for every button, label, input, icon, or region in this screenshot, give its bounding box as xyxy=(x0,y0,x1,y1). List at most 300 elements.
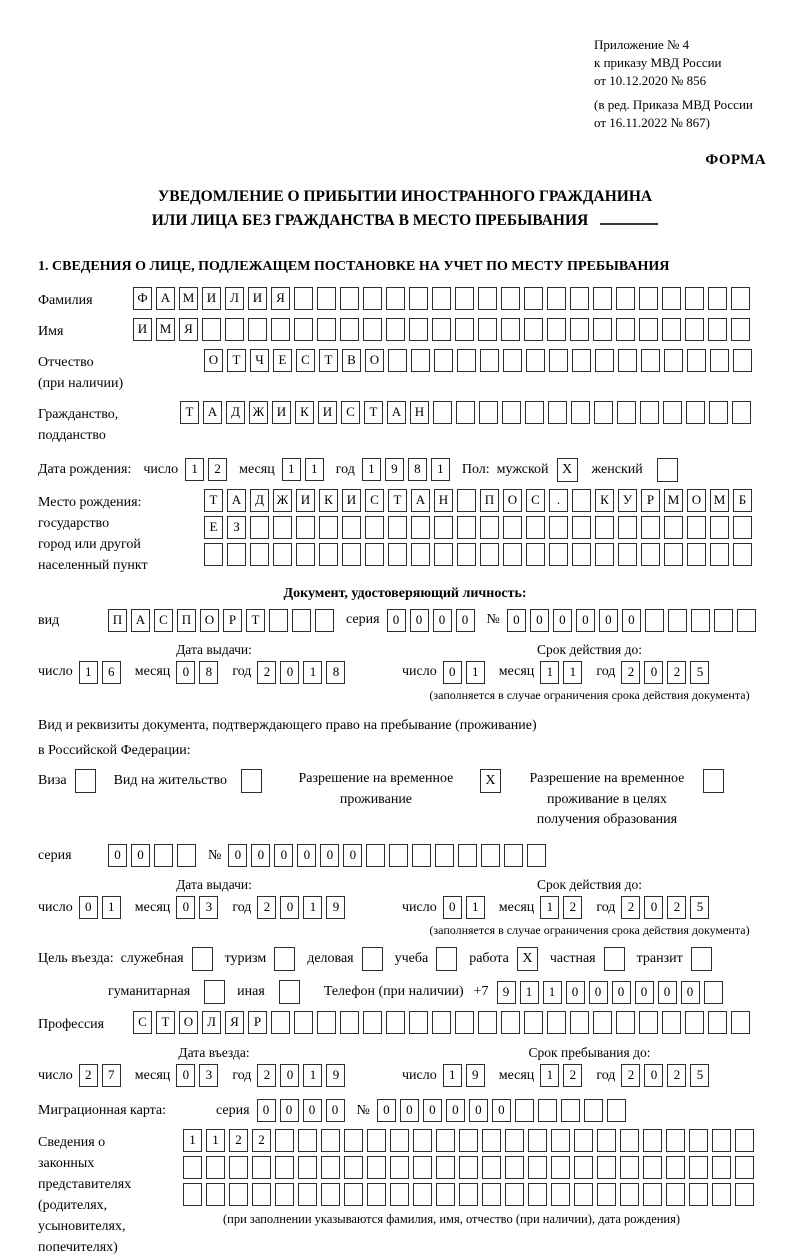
char-cell[interactable]: Я xyxy=(225,1011,244,1034)
char-cell[interactable]: 0 xyxy=(176,896,195,919)
char-cell[interactable]: А xyxy=(387,401,406,424)
char-cell[interactable]: 1 xyxy=(543,981,562,1004)
char-cell[interactable] xyxy=(572,489,591,512)
char-cell[interactable] xyxy=(344,1129,363,1152)
char-cell[interactable] xyxy=(271,1011,290,1034)
char-cell[interactable] xyxy=(206,1183,225,1206)
char-cell[interactable] xyxy=(687,543,706,566)
char-cell[interactable] xyxy=(737,609,756,632)
char-cell[interactable] xyxy=(388,516,407,539)
char-cell[interactable] xyxy=(714,609,733,632)
char-cell[interactable]: 0 xyxy=(446,1099,465,1122)
char-cell[interactable] xyxy=(434,543,453,566)
char-cell[interactable] xyxy=(344,1156,363,1179)
purpose-work-checkbox[interactable]: X xyxy=(517,947,538,971)
char-cell[interactable]: 1 xyxy=(431,458,450,481)
char-cell[interactable]: 0 xyxy=(443,661,462,684)
char-cell[interactable] xyxy=(229,1156,248,1179)
char-cell[interactable]: 0 xyxy=(443,896,462,919)
char-cell[interactable] xyxy=(547,287,566,310)
char-cell[interactable] xyxy=(342,543,361,566)
char-cell[interactable] xyxy=(390,1156,409,1179)
char-cell[interactable]: С xyxy=(526,489,545,512)
char-cell[interactable] xyxy=(664,349,683,372)
char-cell[interactable]: А xyxy=(156,287,175,310)
char-cell[interactable]: 0 xyxy=(644,1064,663,1087)
char-cell[interactable] xyxy=(524,318,543,341)
char-cell[interactable] xyxy=(597,1129,616,1152)
char-cell[interactable]: С xyxy=(154,609,173,632)
char-cell[interactable] xyxy=(455,287,474,310)
char-cell[interactable] xyxy=(735,1183,754,1206)
char-cell[interactable]: 1 xyxy=(303,896,322,919)
char-cell[interactable] xyxy=(595,543,614,566)
char-cell[interactable] xyxy=(548,401,567,424)
char-cell[interactable] xyxy=(639,1011,658,1034)
char-cell[interactable]: 1 xyxy=(520,981,539,1004)
char-cell[interactable] xyxy=(689,1156,708,1179)
char-cell[interactable]: Е xyxy=(204,516,223,539)
char-cell[interactable] xyxy=(366,844,385,867)
char-cell[interactable]: 0 xyxy=(176,1064,195,1087)
char-cell[interactable]: Ж xyxy=(249,401,268,424)
char-cell[interactable]: 0 xyxy=(589,981,608,1004)
visa-checkbox[interactable] xyxy=(75,769,96,793)
char-cell[interactable] xyxy=(524,287,543,310)
char-cell[interactable] xyxy=(664,516,683,539)
char-cell[interactable] xyxy=(294,287,313,310)
char-cell[interactable]: П xyxy=(177,609,196,632)
char-cell[interactable] xyxy=(710,543,729,566)
char-cell[interactable]: 2 xyxy=(667,1064,686,1087)
char-cell[interactable] xyxy=(363,287,382,310)
char-cell[interactable] xyxy=(386,1011,405,1034)
char-cell[interactable]: 1 xyxy=(466,896,485,919)
char-cell[interactable] xyxy=(570,318,589,341)
char-cell[interactable]: 0 xyxy=(622,609,641,632)
char-cell[interactable] xyxy=(455,1011,474,1034)
char-cell[interactable]: 0 xyxy=(644,661,663,684)
char-cell[interactable]: У xyxy=(618,489,637,512)
char-cell[interactable]: Л xyxy=(225,287,244,310)
char-cell[interactable]: 1 xyxy=(305,458,324,481)
char-cell[interactable] xyxy=(735,1156,754,1179)
char-cell[interactable] xyxy=(551,1129,570,1152)
char-cell[interactable] xyxy=(616,318,635,341)
char-cell[interactable] xyxy=(273,516,292,539)
char-cell[interactable] xyxy=(482,1183,501,1206)
char-cell[interactable] xyxy=(666,1129,685,1152)
char-cell[interactable] xyxy=(250,516,269,539)
char-cell[interactable]: М xyxy=(664,489,683,512)
purpose-business-checkbox[interactable] xyxy=(362,947,383,971)
char-cell[interactable]: 1 xyxy=(540,661,559,684)
char-cell[interactable] xyxy=(365,543,384,566)
char-cell[interactable]: А xyxy=(227,489,246,512)
char-cell[interactable]: 0 xyxy=(644,896,663,919)
char-cell[interactable]: Б xyxy=(733,489,752,512)
char-cell[interactable]: 0 xyxy=(343,844,362,867)
char-cell[interactable] xyxy=(712,1129,731,1152)
char-cell[interactable]: И xyxy=(272,401,291,424)
char-cell[interactable]: Р xyxy=(223,609,242,632)
char-cell[interactable]: Т xyxy=(227,349,246,372)
char-cell[interactable]: 1 xyxy=(466,661,485,684)
char-cell[interactable] xyxy=(480,543,499,566)
char-cell[interactable]: 0 xyxy=(456,609,475,632)
char-cell[interactable]: 8 xyxy=(326,661,345,684)
char-cell[interactable] xyxy=(433,401,452,424)
char-cell[interactable] xyxy=(480,516,499,539)
char-cell[interactable]: 0 xyxy=(681,981,700,1004)
char-cell[interactable] xyxy=(459,1156,478,1179)
char-cell[interactable]: И xyxy=(202,287,221,310)
char-cell[interactable] xyxy=(413,1129,432,1152)
char-cell[interactable]: О xyxy=(179,1011,198,1034)
char-cell[interactable]: Я xyxy=(271,287,290,310)
char-cell[interactable] xyxy=(641,349,660,372)
char-cell[interactable]: 3 xyxy=(199,1064,218,1087)
char-cell[interactable] xyxy=(457,349,476,372)
char-cell[interactable] xyxy=(275,1129,294,1152)
char-cell[interactable] xyxy=(571,401,590,424)
char-cell[interactable] xyxy=(227,543,246,566)
char-cell[interactable] xyxy=(639,287,658,310)
char-cell[interactable] xyxy=(735,1129,754,1152)
char-cell[interactable] xyxy=(526,543,545,566)
char-cell[interactable] xyxy=(617,401,636,424)
residence-permit-checkbox[interactable] xyxy=(241,769,262,793)
char-cell[interactable] xyxy=(389,844,408,867)
char-cell[interactable] xyxy=(478,318,497,341)
char-cell[interactable] xyxy=(685,318,704,341)
char-cell[interactable] xyxy=(574,1156,593,1179)
char-cell[interactable] xyxy=(704,981,723,1004)
char-cell[interactable]: М xyxy=(156,318,175,341)
char-cell[interactable] xyxy=(527,844,546,867)
char-cell[interactable] xyxy=(183,1156,202,1179)
char-cell[interactable] xyxy=(388,349,407,372)
char-cell[interactable]: А xyxy=(203,401,222,424)
char-cell[interactable] xyxy=(317,287,336,310)
char-cell[interactable]: Я xyxy=(179,318,198,341)
char-cell[interactable]: 0 xyxy=(507,609,526,632)
char-cell[interactable] xyxy=(712,1156,731,1179)
char-cell[interactable]: Н xyxy=(410,401,429,424)
char-cell[interactable] xyxy=(273,543,292,566)
char-cell[interactable] xyxy=(593,287,612,310)
char-cell[interactable] xyxy=(154,844,173,867)
char-cell[interactable] xyxy=(593,1011,612,1034)
char-cell[interactable]: 0 xyxy=(108,844,127,867)
char-cell[interactable]: 0 xyxy=(274,844,293,867)
char-cell[interactable] xyxy=(574,1183,593,1206)
char-cell[interactable]: 9 xyxy=(385,458,404,481)
char-cell[interactable]: 0 xyxy=(280,896,299,919)
char-cell[interactable] xyxy=(503,349,522,372)
char-cell[interactable]: 1 xyxy=(183,1129,202,1152)
char-cell[interactable] xyxy=(593,318,612,341)
char-cell[interactable] xyxy=(551,1156,570,1179)
char-cell[interactable] xyxy=(434,349,453,372)
char-cell[interactable]: Т xyxy=(364,401,383,424)
char-cell[interactable] xyxy=(689,1129,708,1152)
char-cell[interactable] xyxy=(294,1011,313,1034)
char-cell[interactable] xyxy=(367,1129,386,1152)
char-cell[interactable] xyxy=(538,1099,557,1122)
char-cell[interactable] xyxy=(292,609,311,632)
char-cell[interactable] xyxy=(528,1156,547,1179)
char-cell[interactable]: О xyxy=(200,609,219,632)
char-cell[interactable] xyxy=(457,516,476,539)
char-cell[interactable] xyxy=(643,1156,662,1179)
char-cell[interactable]: 2 xyxy=(257,1064,276,1087)
temp-residence-checkbox[interactable]: X xyxy=(480,769,501,793)
char-cell[interactable] xyxy=(390,1183,409,1206)
char-cell[interactable]: Т xyxy=(388,489,407,512)
char-cell[interactable] xyxy=(455,318,474,341)
char-cell[interactable]: С xyxy=(296,349,315,372)
char-cell[interactable]: 0 xyxy=(423,1099,442,1122)
char-cell[interactable] xyxy=(712,1183,731,1206)
char-cell[interactable]: 0 xyxy=(326,1099,345,1122)
char-cell[interactable] xyxy=(687,349,706,372)
char-cell[interactable] xyxy=(662,287,681,310)
char-cell[interactable]: Ж xyxy=(273,489,292,512)
male-checkbox[interactable]: X xyxy=(557,458,578,482)
char-cell[interactable]: 0 xyxy=(131,844,150,867)
char-cell[interactable] xyxy=(733,543,752,566)
char-cell[interactable] xyxy=(225,318,244,341)
char-cell[interactable] xyxy=(685,1011,704,1034)
char-cell[interactable] xyxy=(733,349,752,372)
char-cell[interactable] xyxy=(709,401,728,424)
char-cell[interactable]: 5 xyxy=(690,661,709,684)
char-cell[interactable] xyxy=(731,1011,750,1034)
char-cell[interactable] xyxy=(250,543,269,566)
char-cell[interactable] xyxy=(317,318,336,341)
char-cell[interactable]: 0 xyxy=(599,609,618,632)
char-cell[interactable]: 0 xyxy=(530,609,549,632)
char-cell[interactable]: . xyxy=(549,489,568,512)
char-cell[interactable] xyxy=(411,349,430,372)
char-cell[interactable] xyxy=(479,401,498,424)
char-cell[interactable]: 1 xyxy=(185,458,204,481)
char-cell[interactable] xyxy=(691,609,710,632)
char-cell[interactable] xyxy=(365,516,384,539)
char-cell[interactable]: 0 xyxy=(320,844,339,867)
char-cell[interactable]: 8 xyxy=(199,661,218,684)
char-cell[interactable]: С xyxy=(341,401,360,424)
char-cell[interactable] xyxy=(296,543,315,566)
char-cell[interactable] xyxy=(342,516,361,539)
char-cell[interactable] xyxy=(321,1129,340,1152)
char-cell[interactable] xyxy=(689,1183,708,1206)
char-cell[interactable]: М xyxy=(179,287,198,310)
char-cell[interactable]: 1 xyxy=(540,896,559,919)
char-cell[interactable] xyxy=(386,287,405,310)
char-cell[interactable]: 2 xyxy=(563,1064,582,1087)
char-cell[interactable] xyxy=(206,1156,225,1179)
char-cell[interactable]: 2 xyxy=(252,1129,271,1152)
char-cell[interactable] xyxy=(480,349,499,372)
char-cell[interactable] xyxy=(572,543,591,566)
char-cell[interactable] xyxy=(386,318,405,341)
char-cell[interactable]: 2 xyxy=(79,1064,98,1087)
char-cell[interactable] xyxy=(710,349,729,372)
char-cell[interactable] xyxy=(528,1183,547,1206)
char-cell[interactable] xyxy=(551,1183,570,1206)
char-cell[interactable] xyxy=(413,1183,432,1206)
char-cell[interactable]: 0 xyxy=(280,1064,299,1087)
char-cell[interactable]: П xyxy=(108,609,127,632)
char-cell[interactable] xyxy=(640,401,659,424)
char-cell[interactable]: 1 xyxy=(303,1064,322,1087)
char-cell[interactable] xyxy=(668,609,687,632)
char-cell[interactable] xyxy=(584,1099,603,1122)
char-cell[interactable] xyxy=(501,318,520,341)
char-cell[interactable] xyxy=(572,349,591,372)
char-cell[interactable] xyxy=(643,1183,662,1206)
char-cell[interactable] xyxy=(708,318,727,341)
char-cell[interactable] xyxy=(340,287,359,310)
char-cell[interactable] xyxy=(597,1156,616,1179)
char-cell[interactable]: 5 xyxy=(690,1064,709,1087)
char-cell[interactable]: Д xyxy=(226,401,245,424)
char-cell[interactable]: 2 xyxy=(229,1129,248,1152)
char-cell[interactable] xyxy=(275,1156,294,1179)
char-cell[interactable] xyxy=(252,1156,271,1179)
char-cell[interactable]: 0 xyxy=(410,609,429,632)
char-cell[interactable]: 0 xyxy=(280,1099,299,1122)
char-cell[interactable] xyxy=(367,1183,386,1206)
char-cell[interactable] xyxy=(503,516,522,539)
char-cell[interactable] xyxy=(685,287,704,310)
char-cell[interactable]: И xyxy=(296,489,315,512)
char-cell[interactable] xyxy=(662,1011,681,1034)
char-cell[interactable]: З xyxy=(227,516,246,539)
char-cell[interactable]: 0 xyxy=(400,1099,419,1122)
char-cell[interactable] xyxy=(367,1156,386,1179)
char-cell[interactable]: 0 xyxy=(635,981,654,1004)
char-cell[interactable]: 0 xyxy=(612,981,631,1004)
char-cell[interactable] xyxy=(340,1011,359,1034)
char-cell[interactable]: С xyxy=(133,1011,152,1034)
char-cell[interactable]: А xyxy=(131,609,150,632)
purpose-humanitarian-checkbox[interactable] xyxy=(204,980,225,1004)
char-cell[interactable] xyxy=(204,543,223,566)
char-cell[interactable] xyxy=(321,1156,340,1179)
char-cell[interactable] xyxy=(594,401,613,424)
char-cell[interactable]: И xyxy=(342,489,361,512)
char-cell[interactable] xyxy=(662,318,681,341)
char-cell[interactable] xyxy=(731,287,750,310)
char-cell[interactable]: 0 xyxy=(469,1099,488,1122)
char-cell[interactable] xyxy=(620,1129,639,1152)
char-cell[interactable] xyxy=(639,318,658,341)
char-cell[interactable] xyxy=(528,1129,547,1152)
char-cell[interactable]: 0 xyxy=(176,661,195,684)
char-cell[interactable]: В xyxy=(342,349,361,372)
char-cell[interactable]: К xyxy=(295,401,314,424)
char-cell[interactable] xyxy=(363,318,382,341)
char-cell[interactable]: 2 xyxy=(208,458,227,481)
char-cell[interactable]: О xyxy=(365,349,384,372)
char-cell[interactable] xyxy=(294,318,313,341)
char-cell[interactable] xyxy=(663,401,682,424)
char-cell[interactable] xyxy=(436,1156,455,1179)
char-cell[interactable]: 9 xyxy=(326,1064,345,1087)
char-cell[interactable] xyxy=(271,318,290,341)
char-cell[interactable] xyxy=(525,401,544,424)
purpose-official-checkbox[interactable] xyxy=(192,947,213,971)
char-cell[interactable] xyxy=(618,516,637,539)
char-cell[interactable] xyxy=(319,516,338,539)
char-cell[interactable] xyxy=(409,287,428,310)
char-cell[interactable]: 2 xyxy=(621,896,640,919)
char-cell[interactable] xyxy=(666,1183,685,1206)
char-cell[interactable] xyxy=(229,1183,248,1206)
char-cell[interactable] xyxy=(183,1183,202,1206)
purpose-private-checkbox[interactable] xyxy=(604,947,625,971)
char-cell[interactable]: 1 xyxy=(102,896,121,919)
char-cell[interactable] xyxy=(481,844,500,867)
char-cell[interactable] xyxy=(340,318,359,341)
char-cell[interactable]: Л xyxy=(202,1011,221,1034)
purpose-transit-checkbox[interactable] xyxy=(691,947,712,971)
char-cell[interactable] xyxy=(616,1011,635,1034)
char-cell[interactable] xyxy=(515,1099,534,1122)
char-cell[interactable] xyxy=(390,1129,409,1152)
char-cell[interactable] xyxy=(478,1011,497,1034)
char-cell[interactable] xyxy=(710,516,729,539)
char-cell[interactable] xyxy=(319,543,338,566)
char-cell[interactable]: 2 xyxy=(667,661,686,684)
char-cell[interactable] xyxy=(252,1183,271,1206)
char-cell[interactable]: 9 xyxy=(497,981,516,1004)
char-cell[interactable] xyxy=(298,1129,317,1152)
char-cell[interactable] xyxy=(708,287,727,310)
char-cell[interactable]: 8 xyxy=(408,458,427,481)
char-cell[interactable]: И xyxy=(248,287,267,310)
char-cell[interactable]: 2 xyxy=(667,896,686,919)
char-cell[interactable]: 0 xyxy=(387,609,406,632)
char-cell[interactable]: 0 xyxy=(79,896,98,919)
char-cell[interactable] xyxy=(572,516,591,539)
char-cell[interactable] xyxy=(411,516,430,539)
char-cell[interactable] xyxy=(409,318,428,341)
char-cell[interactable]: Т xyxy=(204,489,223,512)
female-checkbox[interactable] xyxy=(657,458,678,482)
char-cell[interactable] xyxy=(641,516,660,539)
char-cell[interactable]: 1 xyxy=(206,1129,225,1152)
char-cell[interactable]: 5 xyxy=(690,896,709,919)
char-cell[interactable] xyxy=(505,1129,524,1152)
char-cell[interactable]: 2 xyxy=(621,1064,640,1087)
char-cell[interactable] xyxy=(177,844,196,867)
char-cell[interactable] xyxy=(269,609,288,632)
char-cell[interactable] xyxy=(409,1011,428,1034)
char-cell[interactable] xyxy=(643,1129,662,1152)
char-cell[interactable] xyxy=(616,287,635,310)
char-cell[interactable] xyxy=(321,1183,340,1206)
char-cell[interactable] xyxy=(524,1011,543,1034)
purpose-study-checkbox[interactable] xyxy=(436,947,457,971)
char-cell[interactable] xyxy=(561,1099,580,1122)
char-cell[interactable] xyxy=(413,1156,432,1179)
char-cell[interactable]: 1 xyxy=(540,1064,559,1087)
char-cell[interactable] xyxy=(733,516,752,539)
